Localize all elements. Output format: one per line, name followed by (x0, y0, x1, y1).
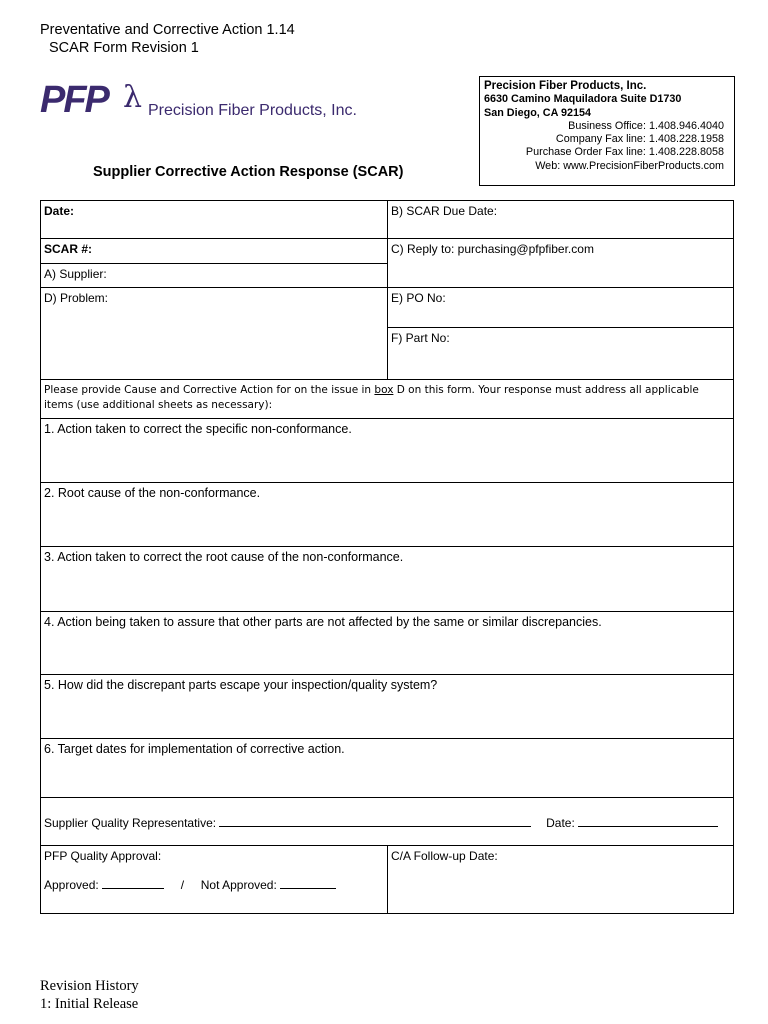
approval-separator: / (180, 878, 185, 892)
approval-label: PFP Quality Approval: (44, 849, 162, 863)
rep-signature-line[interactable] (219, 826, 531, 827)
scar-form-table (40, 200, 734, 914)
form-title: Supplier Corrective Action Response (SCAR) (93, 164, 404, 180)
website: Web: www.PrecisionFiberProducts.com (535, 159, 724, 172)
not-approved-label: Not Approved: (200, 878, 277, 892)
followup-date-field[interactable]: C/A Follow-up Date: (388, 846, 734, 914)
supplier-field[interactable]: A) Supplier: (41, 264, 388, 288)
question-3-field[interactable]: 3. Action taken to correct the root cause of the non-conformance. (41, 547, 734, 612)
problem-field[interactable]: D) Problem: (41, 288, 388, 380)
revision-entry: 1: Initial Release (40, 996, 139, 1012)
rep-label: Supplier Quality Representative: (44, 816, 217, 830)
company-fax: Company Fax line: 1.408.228.1958 (555, 133, 724, 146)
reply-to-field: C) Reply to: purchasing@pfpfiber.com (388, 239, 734, 288)
supplier-signoff-row (41, 798, 734, 846)
lambda-icon: λ (123, 80, 143, 115)
pfp-approval-cell (41, 846, 388, 914)
question-4-field[interactable]: 4. Action being taken to assure that other parts are not affected by the same or similar discrepancies. (41, 612, 734, 675)
part-number-field[interactable]: F) Part No: (388, 328, 734, 380)
revision-history (40, 977, 139, 1013)
approved-label: Approved: (44, 878, 99, 892)
document-code: Preventative and Corrective Action 1.14 (40, 22, 295, 38)
business-office-phone: Business Office: 1.408.946.4040 (568, 119, 724, 132)
form-revision: SCAR Form Revision 1 (49, 40, 199, 56)
revision-title: Revision History (40, 978, 139, 994)
question-5-field[interactable]: 5. How did the discrepant parts escape your inspection/quality system? (41, 675, 734, 739)
approved-line[interactable] (102, 888, 164, 889)
address-company: Precision Fiber Products, Inc. (484, 80, 647, 92)
address-street: 6630 Camino Maquiladora Suite D1730 (484, 93, 682, 106)
address-city: San Diego, CA 92154 (484, 106, 592, 119)
po-fax: Purchase Order Fax line: 1.408.228.8058 (525, 146, 724, 159)
signoff-date-line[interactable] (578, 826, 718, 827)
logo-company-name: Precision Fiber Products, Inc. (148, 102, 357, 119)
instructions: Please provide Cause and Corrective Action for on the issue in box D on this form. Your response must address all applicable items (use additional sheets as necessary): (41, 380, 734, 419)
question-1-field[interactable]: 1. Action taken to correct the specific non-conformance. (41, 419, 734, 483)
logo-mark: PFP (40, 79, 108, 121)
signoff-date-label: Date: (546, 816, 575, 830)
question-2-field[interactable]: 2. Root cause of the non-conformance. (41, 483, 734, 547)
address-box (479, 76, 735, 186)
document-header (40, 21, 295, 57)
not-approved-line[interactable] (280, 888, 336, 889)
po-number-field[interactable]: E) PO No: (388, 288, 734, 328)
question-6-field[interactable]: 6. Target dates for implementation of corrective action. (41, 739, 734, 798)
date-field[interactable]: Date: (41, 201, 388, 239)
due-date-field[interactable]: B) SCAR Due Date: (388, 201, 734, 239)
scar-number-field[interactable]: SCAR #: (41, 239, 388, 264)
